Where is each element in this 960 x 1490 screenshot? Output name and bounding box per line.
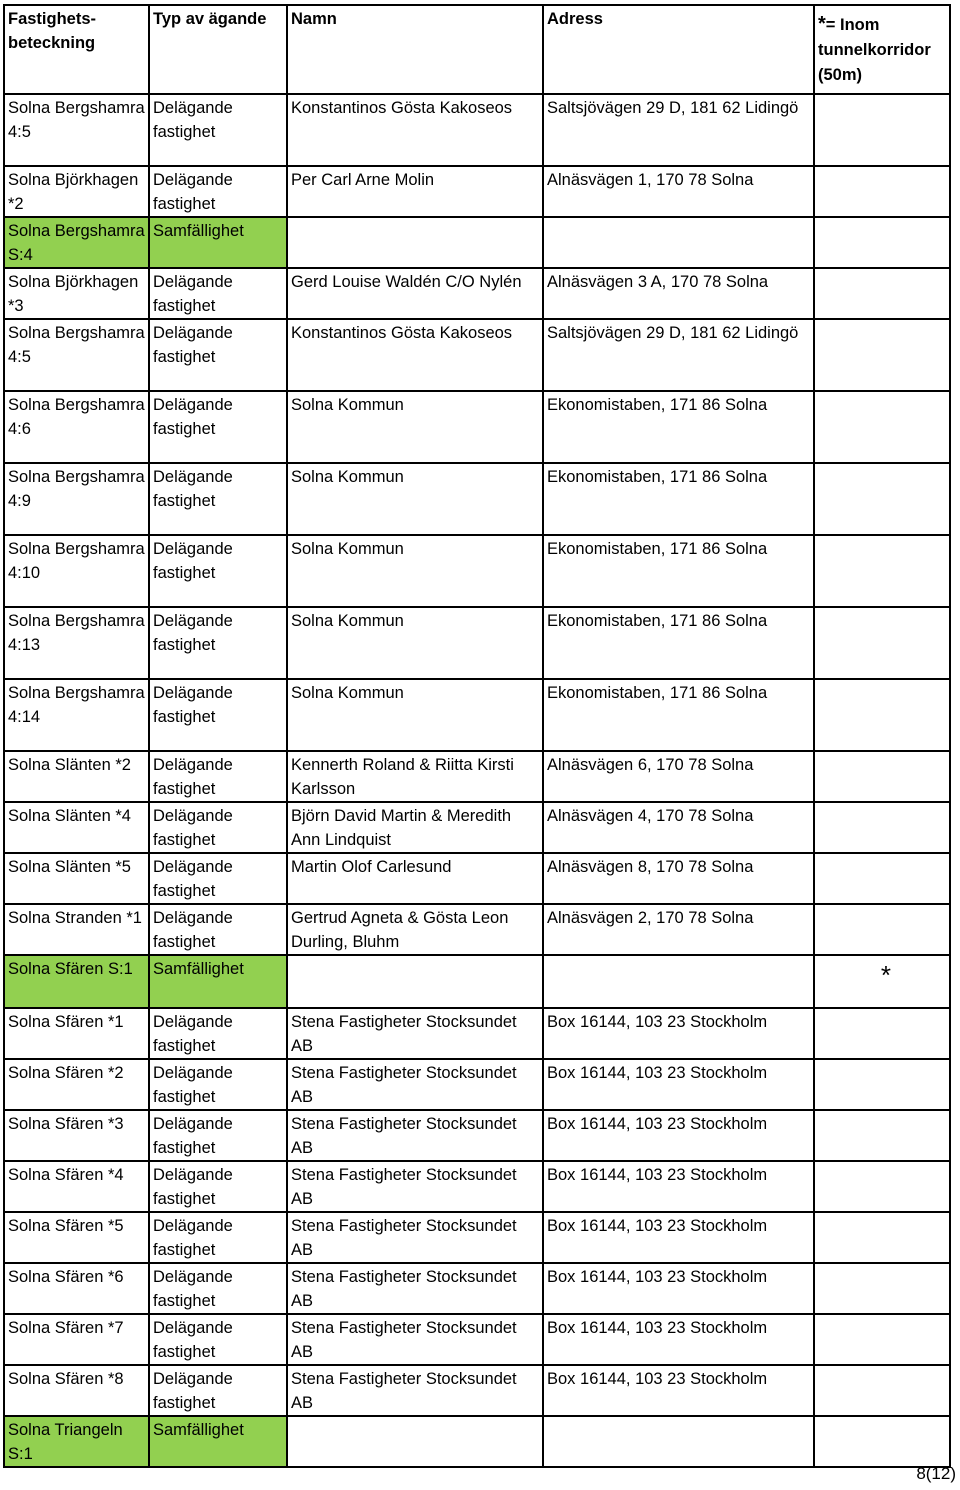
address-cell <box>543 955 814 1008</box>
ownership-type-cell: Delägande fastighet <box>149 1161 287 1212</box>
ownership-type-cell: Delägande fastighet <box>149 1059 287 1110</box>
header-row <box>4 5 950 94</box>
tunnel-note-cell <box>814 1212 950 1263</box>
header-property: Fastighets- beteckning <box>4 5 149 94</box>
tunnel-note-cell <box>814 268 950 319</box>
tunnel-note-cell <box>814 1365 950 1416</box>
header-tunnel-note <box>814 5 950 94</box>
owner-name-cell: Gerd Louise Waldén C/O Nylén <box>287 268 543 319</box>
property-cell: Solna Sfären *7 <box>4 1314 149 1365</box>
tunnel-note-cell <box>814 1161 950 1212</box>
property-cell: Solna Bergshamra 4:14 <box>4 679 149 751</box>
address-cell: Box 16144, 103 23 Stockholm <box>543 1008 814 1059</box>
tunnel-note-cell: * <box>814 955 950 1008</box>
owner-name-cell: Solna Kommun <box>287 463 543 535</box>
owner-name-cell: Gertrud Agneta & Gösta Leon Durling, Bluhm <box>287 904 543 955</box>
owner-name-cell: Stena Fastigheter Stocksundet AB <box>287 1314 543 1365</box>
address-cell: Alnäsvägen 4, 170 78 Solna <box>543 802 814 853</box>
tunnel-note-cell <box>814 1008 950 1059</box>
address-cell: Ekonomistaben, 171 86 Solna <box>543 679 814 751</box>
owner-name-cell: Solna Kommun <box>287 607 543 679</box>
table-row <box>4 319 950 391</box>
owner-name-cell: Stena Fastigheter Stocksundet AB <box>287 1212 543 1263</box>
tunnel-note-cell <box>814 751 950 802</box>
owner-name-cell: Stena Fastigheter Stocksundet AB <box>287 1110 543 1161</box>
property-cell: Solna Björkhagen *2 <box>4 166 149 217</box>
property-cell: Solna Bergshamra S:4 <box>4 217 149 268</box>
property-cell: Solna Bergshamra 4:13 <box>4 607 149 679</box>
tunnel-note-cell <box>814 1416 950 1467</box>
owner-name-cell <box>287 1416 543 1467</box>
property-cell: Solna Stranden *1 <box>4 904 149 955</box>
property-cell: Solna Slänten *4 <box>4 802 149 853</box>
tunnel-note-cell <box>814 904 950 955</box>
header-name: Namn <box>287 5 543 94</box>
ownership-type-cell: Delägande fastighet <box>149 463 287 535</box>
tunnel-note-cell <box>814 1110 950 1161</box>
address-cell: Box 16144, 103 23 Stockholm <box>543 1212 814 1263</box>
table-row <box>4 166 950 217</box>
header-address: Adress <box>543 5 814 94</box>
table-row <box>4 853 950 904</box>
ownership-type-cell: Delägande fastighet <box>149 751 287 802</box>
table-row <box>4 1212 950 1263</box>
owner-name-cell: Solna Kommun <box>287 679 543 751</box>
ownership-type-cell: Delägande fastighet <box>149 319 287 391</box>
address-cell: Alnäsvägen 3 A, 170 78 Solna <box>543 268 814 319</box>
ownership-type-cell: Delägande fastighet <box>149 391 287 463</box>
address-cell: Ekonomistaben, 171 86 Solna <box>543 391 814 463</box>
table-row <box>4 1416 950 1467</box>
owner-name-cell: Per Carl Arne Molin <box>287 166 543 217</box>
property-cell: Solna Bergshamra 4:5 <box>4 94 149 166</box>
tunnel-note-cell <box>814 802 950 853</box>
property-cell: Solna Sfären *4 <box>4 1161 149 1212</box>
address-cell: Alnäsvägen 1, 170 78 Solna <box>543 166 814 217</box>
address-cell: Box 16144, 103 23 Stockholm <box>543 1263 814 1314</box>
ownership-type-cell: Samfällighet <box>149 1416 287 1467</box>
header-star: * <box>818 13 826 35</box>
tunnel-note-cell <box>814 217 950 268</box>
owner-name-cell: Stena Fastigheter Stocksundet AB <box>287 1059 543 1110</box>
address-cell: Box 16144, 103 23 Stockholm <box>543 1059 814 1110</box>
address-cell: Box 16144, 103 23 Stockholm <box>543 1110 814 1161</box>
owner-name-cell: Solna Kommun <box>287 391 543 463</box>
table-row <box>4 607 950 679</box>
ownership-type-cell: Samfällighet <box>149 955 287 1008</box>
table-row <box>4 802 950 853</box>
owner-name-cell: Konstantinos Gösta Kakoseos <box>287 94 543 166</box>
property-cell: Solna Slänten *5 <box>4 853 149 904</box>
property-cell: Solna Sfären *3 <box>4 1110 149 1161</box>
table-row <box>4 1059 950 1110</box>
owner-name-cell: Martin Olof Carlesund <box>287 853 543 904</box>
property-cell: Solna Bergshamra 4:9 <box>4 463 149 535</box>
tunnel-note-cell <box>814 679 950 751</box>
ownership-type-cell: Samfällighet <box>149 217 287 268</box>
ownership-type-cell: Delägande fastighet <box>149 1263 287 1314</box>
table-row <box>4 391 950 463</box>
address-cell: Alnäsvägen 8, 170 78 Solna <box>543 853 814 904</box>
table-row <box>4 268 950 319</box>
header-tunnel-text: = Inom tunnelkorridor (50m) <box>818 16 931 84</box>
address-cell: Ekonomistaben, 171 86 Solna <box>543 463 814 535</box>
ownership-type-cell: Delägande fastighet <box>149 1008 287 1059</box>
ownership-type-cell: Delägande fastighet <box>149 94 287 166</box>
table-row <box>4 955 950 1008</box>
page-number: 8(12) <box>916 1464 956 1483</box>
ownership-type-cell: Delägande fastighet <box>149 679 287 751</box>
address-cell: Box 16144, 103 23 Stockholm <box>543 1161 814 1212</box>
property-cell: Solna Sfären *5 <box>4 1212 149 1263</box>
tunnel-note-cell <box>814 391 950 463</box>
tunnel-note-cell <box>814 607 950 679</box>
property-cell: Solna Slänten *2 <box>4 751 149 802</box>
address-cell <box>543 1416 814 1467</box>
tunnel-note-cell <box>814 94 950 166</box>
table-row <box>4 463 950 535</box>
address-cell: Saltsjövägen 29 D, 181 62 Lidingö <box>543 94 814 166</box>
ownership-type-cell: Delägande fastighet <box>149 607 287 679</box>
owner-name-cell: Solna Kommun <box>287 535 543 607</box>
table-row <box>4 1314 950 1365</box>
address-cell: Saltsjövägen 29 D, 181 62 Lidingö <box>543 319 814 391</box>
address-cell: Ekonomistaben, 171 86 Solna <box>543 535 814 607</box>
address-cell: Alnäsvägen 6, 170 78 Solna <box>543 751 814 802</box>
ownership-type-cell: Delägande fastighet <box>149 1110 287 1161</box>
ownership-type-cell: Delägande fastighet <box>149 853 287 904</box>
ownership-type-cell: Delägande fastighet <box>149 1365 287 1416</box>
owner-name-cell: Stena Fastigheter Stocksundet AB <box>287 1008 543 1059</box>
property-cell: Solna Bergshamra 4:10 <box>4 535 149 607</box>
owner-name-cell <box>287 217 543 268</box>
owner-name-cell: Kennerth Roland & Riitta Kirsti Karlsson <box>287 751 543 802</box>
ownership-type-cell: Delägande fastighet <box>149 1212 287 1263</box>
address-cell: Ekonomistaben, 171 86 Solna <box>543 607 814 679</box>
table-row <box>4 679 950 751</box>
owner-name-cell: Stena Fastigheter Stocksundet AB <box>287 1365 543 1416</box>
table-row <box>4 1161 950 1212</box>
owner-name-cell: Konstantinos Gösta Kakoseos <box>287 319 543 391</box>
tunnel-note-cell <box>814 1263 950 1314</box>
property-cell: Solna Bergshamra 4:6 <box>4 391 149 463</box>
property-cell: Solna Sfären *6 <box>4 1263 149 1314</box>
ownership-type-cell: Delägande fastighet <box>149 535 287 607</box>
owner-name-cell: Björn David Martin & Meredith Ann Lindquist <box>287 802 543 853</box>
table-row <box>4 1110 950 1161</box>
table-row <box>4 1008 950 1059</box>
address-cell: Alnäsvägen 2, 170 78 Solna <box>543 904 814 955</box>
tunnel-note-cell <box>814 535 950 607</box>
property-cell: Solna Triangeln S:1 <box>4 1416 149 1467</box>
address-cell: Box 16144, 103 23 Stockholm <box>543 1314 814 1365</box>
address-cell: Box 16144, 103 23 Stockholm <box>543 1365 814 1416</box>
table-row <box>4 904 950 955</box>
table-row <box>4 217 950 268</box>
owner-name-cell <box>287 955 543 1008</box>
tunnel-note-cell <box>814 463 950 535</box>
tunnel-note-cell <box>814 1314 950 1365</box>
property-cell: Solna Sfären S:1 <box>4 955 149 1008</box>
ownership-type-cell: Delägande fastighet <box>149 904 287 955</box>
ownership-type-cell: Delägande fastighet <box>149 166 287 217</box>
table-row <box>4 751 950 802</box>
address-cell <box>543 217 814 268</box>
property-cell: Solna Bergshamra 4:5 <box>4 319 149 391</box>
owner-name-cell: Stena Fastigheter Stocksundet AB <box>287 1263 543 1314</box>
table-row <box>4 94 950 166</box>
table-row <box>4 1263 950 1314</box>
table-row <box>4 535 950 607</box>
property-cell: Solna Sfären *2 <box>4 1059 149 1110</box>
tunnel-note-cell <box>814 319 950 391</box>
tunnel-note-cell <box>814 166 950 217</box>
property-cell: Solna Sfären *8 <box>4 1365 149 1416</box>
property-cell: Solna Sfären *1 <box>4 1008 149 1059</box>
tunnel-note-cell <box>814 853 950 904</box>
table-row <box>4 1365 950 1416</box>
header-ownership-type: Typ av ägande <box>149 5 287 94</box>
ownership-type-cell: Delägande fastighet <box>149 802 287 853</box>
property-table <box>3 4 951 1468</box>
tunnel-note-cell <box>814 1059 950 1110</box>
property-cell: Solna Björkhagen *3 <box>4 268 149 319</box>
owner-name-cell: Stena Fastigheter Stocksundet AB <box>287 1161 543 1212</box>
ownership-type-cell: Delägande fastighet <box>149 268 287 319</box>
ownership-type-cell: Delägande fastighet <box>149 1314 287 1365</box>
